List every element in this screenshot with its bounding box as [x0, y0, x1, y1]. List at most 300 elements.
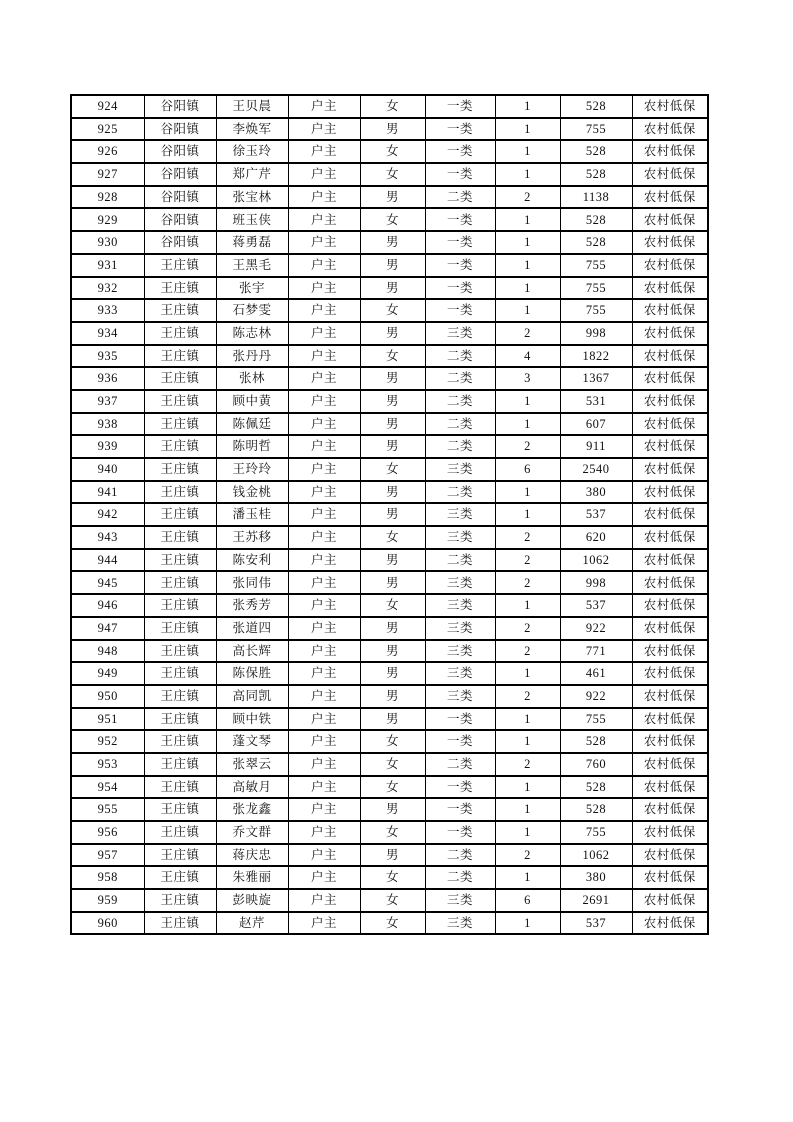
cell-gender: 男 [360, 571, 425, 594]
cell-relation: 户主 [288, 617, 360, 640]
cell-relation: 户主 [288, 571, 360, 594]
cell-amount: 380 [560, 481, 632, 504]
cell-index: 936 [71, 367, 144, 390]
cell-household-count: 2 [495, 549, 560, 572]
cell-index: 945 [71, 571, 144, 594]
cell-index: 957 [71, 844, 144, 867]
cell-benefit-type: 农村低保 [632, 526, 708, 549]
cell-benefit-type: 农村低保 [632, 662, 708, 685]
cell-relation: 户主 [288, 753, 360, 776]
cell-relation: 户主 [288, 730, 360, 753]
cell-benefit-type: 农村低保 [632, 503, 708, 526]
cell-town: 王庄镇 [144, 640, 216, 663]
cell-household-count: 2 [495, 526, 560, 549]
cell-benefit-type: 农村低保 [632, 549, 708, 572]
cell-index: 952 [71, 730, 144, 753]
cell-index: 927 [71, 163, 144, 186]
cell-category: 一类 [425, 730, 495, 753]
cell-gender: 女 [360, 821, 425, 844]
table-row [71, 481, 708, 504]
cell-amount: 755 [560, 299, 632, 322]
cell-gender: 女 [360, 594, 425, 617]
table-row [71, 708, 708, 731]
cell-gender: 男 [360, 481, 425, 504]
cell-town: 王庄镇 [144, 435, 216, 458]
cell-amount: 528 [560, 208, 632, 231]
table-row [71, 798, 708, 821]
cell-household-count: 1 [495, 798, 560, 821]
cell-gender: 男 [360, 798, 425, 821]
cell-amount: 531 [560, 390, 632, 413]
table-row [71, 866, 708, 889]
cell-gender: 女 [360, 889, 425, 912]
cell-name: 张宝林 [216, 186, 288, 209]
cell-index: 925 [71, 118, 144, 141]
cell-gender: 男 [360, 367, 425, 390]
cell-gender: 女 [360, 95, 425, 118]
cell-category: 二类 [425, 549, 495, 572]
cell-relation: 户主 [288, 231, 360, 254]
cell-household-count: 2 [495, 571, 560, 594]
cell-name: 班玉侠 [216, 208, 288, 231]
cell-name: 陈明哲 [216, 435, 288, 458]
cell-amount: 528 [560, 163, 632, 186]
cell-household-count: 2 [495, 186, 560, 209]
cell-index: 942 [71, 503, 144, 526]
cell-gender: 男 [360, 662, 425, 685]
cell-benefit-type: 农村低保 [632, 708, 708, 731]
cell-index: 931 [71, 254, 144, 277]
cell-relation: 户主 [288, 798, 360, 821]
cell-gender: 男 [360, 254, 425, 277]
cell-index: 953 [71, 753, 144, 776]
cell-amount: 755 [560, 254, 632, 277]
cell-household-count: 4 [495, 345, 560, 368]
cell-household-count: 2 [495, 685, 560, 708]
cell-town: 谷阳镇 [144, 95, 216, 118]
cell-household-count: 1 [495, 481, 560, 504]
cell-gender: 女 [360, 163, 425, 186]
cell-index: 929 [71, 208, 144, 231]
cell-name: 彭映旋 [216, 889, 288, 912]
cell-index: 939 [71, 435, 144, 458]
cell-benefit-type: 农村低保 [632, 685, 708, 708]
cell-town: 王庄镇 [144, 753, 216, 776]
cell-benefit-type: 农村低保 [632, 322, 708, 345]
table-row [71, 163, 708, 186]
cell-town: 王庄镇 [144, 798, 216, 821]
table-row [71, 662, 708, 685]
cell-relation: 户主 [288, 481, 360, 504]
cell-household-count: 6 [495, 889, 560, 912]
table-row [71, 685, 708, 708]
cell-name: 高长辉 [216, 640, 288, 663]
cell-index: 948 [71, 640, 144, 663]
cell-benefit-type: 农村低保 [632, 753, 708, 776]
cell-household-count: 2 [495, 617, 560, 640]
cell-relation: 户主 [288, 640, 360, 663]
cell-town: 谷阳镇 [144, 118, 216, 141]
cell-amount: 537 [560, 912, 632, 935]
cell-category: 一类 [425, 708, 495, 731]
cell-benefit-type: 农村低保 [632, 254, 708, 277]
cell-benefit-type: 农村低保 [632, 821, 708, 844]
cell-amount: 528 [560, 730, 632, 753]
cell-benefit-type: 农村低保 [632, 640, 708, 663]
cell-name: 钱金桃 [216, 481, 288, 504]
cell-amount: 755 [560, 277, 632, 300]
cell-index: 937 [71, 390, 144, 413]
cell-benefit-type: 农村低保 [632, 163, 708, 186]
table-row [71, 526, 708, 549]
cell-amount: 2691 [560, 889, 632, 912]
table-row [71, 821, 708, 844]
cell-amount: 1138 [560, 186, 632, 209]
cell-gender: 男 [360, 708, 425, 731]
cell-category: 一类 [425, 254, 495, 277]
cell-amount: 922 [560, 685, 632, 708]
cell-gender: 女 [360, 753, 425, 776]
table-row [71, 345, 708, 368]
cell-gender: 男 [360, 685, 425, 708]
cell-category: 一类 [425, 118, 495, 141]
cell-gender: 男 [360, 186, 425, 209]
cell-household-count: 1 [495, 208, 560, 231]
cell-name: 张同伟 [216, 571, 288, 594]
table-row [71, 594, 708, 617]
cell-gender: 男 [360, 640, 425, 663]
cell-relation: 户主 [288, 367, 360, 390]
cell-town: 王庄镇 [144, 254, 216, 277]
cell-index: 934 [71, 322, 144, 345]
cell-name: 张道四 [216, 617, 288, 640]
cell-benefit-type: 农村低保 [632, 208, 708, 231]
cell-category: 一类 [425, 163, 495, 186]
cell-category: 二类 [425, 481, 495, 504]
cell-category: 三类 [425, 685, 495, 708]
cell-town: 王庄镇 [144, 889, 216, 912]
cell-gender: 男 [360, 435, 425, 458]
cell-index: 954 [71, 776, 144, 799]
cell-household-count: 1 [495, 413, 560, 436]
cell-benefit-type: 农村低保 [632, 118, 708, 141]
cell-name: 蒋勇磊 [216, 231, 288, 254]
cell-benefit-type: 农村低保 [632, 95, 708, 118]
cell-name: 王贝晨 [216, 95, 288, 118]
cell-amount: 528 [560, 231, 632, 254]
cell-gender: 女 [360, 458, 425, 481]
cell-amount: 1822 [560, 345, 632, 368]
cell-category: 一类 [425, 140, 495, 163]
cell-name: 朱雅丽 [216, 866, 288, 889]
cell-gender: 男 [360, 322, 425, 345]
cell-amount: 922 [560, 617, 632, 640]
cell-town: 王庄镇 [144, 844, 216, 867]
cell-relation: 户主 [288, 118, 360, 141]
cell-category: 三类 [425, 526, 495, 549]
cell-household-count: 1 [495, 821, 560, 844]
cell-benefit-type: 农村低保 [632, 231, 708, 254]
cell-category: 三类 [425, 458, 495, 481]
cell-index: 960 [71, 912, 144, 935]
table-row [71, 277, 708, 300]
cell-name: 王苏移 [216, 526, 288, 549]
cell-town: 王庄镇 [144, 571, 216, 594]
cell-gender: 男 [360, 277, 425, 300]
cell-category: 二类 [425, 345, 495, 368]
cell-relation: 户主 [288, 662, 360, 685]
cell-gender: 女 [360, 140, 425, 163]
table-row [71, 118, 708, 141]
cell-town: 王庄镇 [144, 821, 216, 844]
table-row [71, 617, 708, 640]
cell-name: 郑广芹 [216, 163, 288, 186]
cell-town: 谷阳镇 [144, 163, 216, 186]
cell-town: 王庄镇 [144, 299, 216, 322]
cell-index: 944 [71, 549, 144, 572]
cell-household-count: 2 [495, 435, 560, 458]
cell-gender: 男 [360, 549, 425, 572]
cell-household-count: 1 [495, 299, 560, 322]
table-row [71, 549, 708, 572]
cell-relation: 户主 [288, 163, 360, 186]
cell-household-count: 1 [495, 231, 560, 254]
cell-relation: 户主 [288, 345, 360, 368]
cell-name: 乔文群 [216, 821, 288, 844]
table-row [71, 458, 708, 481]
cell-benefit-type: 农村低保 [632, 413, 708, 436]
cell-gender: 女 [360, 299, 425, 322]
cell-category: 一类 [425, 277, 495, 300]
cell-category: 一类 [425, 821, 495, 844]
cell-benefit-type: 农村低保 [632, 390, 708, 413]
cell-benefit-type: 农村低保 [632, 866, 708, 889]
cell-town: 谷阳镇 [144, 140, 216, 163]
cell-name: 王黑毛 [216, 254, 288, 277]
cell-relation: 户主 [288, 390, 360, 413]
cell-name: 蓬文琴 [216, 730, 288, 753]
cell-town: 王庄镇 [144, 322, 216, 345]
cell-relation: 户主 [288, 140, 360, 163]
cell-category: 三类 [425, 594, 495, 617]
cell-relation: 户主 [288, 322, 360, 345]
cell-household-count: 1 [495, 594, 560, 617]
cell-name: 高同凯 [216, 685, 288, 708]
cell-index: 932 [71, 277, 144, 300]
cell-town: 王庄镇 [144, 685, 216, 708]
cell-name: 张林 [216, 367, 288, 390]
cell-relation: 户主 [288, 708, 360, 731]
cell-town: 谷阳镇 [144, 186, 216, 209]
cell-benefit-type: 农村低保 [632, 140, 708, 163]
cell-amount: 607 [560, 413, 632, 436]
cell-index: 924 [71, 95, 144, 118]
table-row [71, 299, 708, 322]
cell-town: 王庄镇 [144, 481, 216, 504]
cell-relation: 户主 [288, 844, 360, 867]
cell-amount: 771 [560, 640, 632, 663]
table-row [71, 208, 708, 231]
cell-amount: 528 [560, 140, 632, 163]
cell-town: 王庄镇 [144, 503, 216, 526]
cell-category: 二类 [425, 866, 495, 889]
table-row [71, 231, 708, 254]
cell-category: 三类 [425, 889, 495, 912]
cell-relation: 户主 [288, 435, 360, 458]
cell-name: 徐玉玲 [216, 140, 288, 163]
cell-household-count: 1 [495, 118, 560, 141]
cell-index: 940 [71, 458, 144, 481]
cell-amount: 1062 [560, 549, 632, 572]
cell-town: 王庄镇 [144, 413, 216, 436]
cell-index: 955 [71, 798, 144, 821]
cell-index: 933 [71, 299, 144, 322]
cell-category: 二类 [425, 367, 495, 390]
cell-category: 二类 [425, 413, 495, 436]
benefit-roster-table [70, 94, 709, 935]
cell-household-count: 1 [495, 662, 560, 685]
cell-category: 一类 [425, 299, 495, 322]
cell-household-count: 1 [495, 140, 560, 163]
cell-benefit-type: 农村低保 [632, 186, 708, 209]
cell-town: 谷阳镇 [144, 208, 216, 231]
cell-household-count: 2 [495, 640, 560, 663]
cell-amount: 620 [560, 526, 632, 549]
cell-relation: 户主 [288, 594, 360, 617]
cell-relation: 户主 [288, 299, 360, 322]
table-row [71, 413, 708, 436]
cell-index: 928 [71, 186, 144, 209]
cell-benefit-type: 农村低保 [632, 912, 708, 935]
cell-amount: 998 [560, 322, 632, 345]
cell-gender: 女 [360, 866, 425, 889]
table-row [71, 776, 708, 799]
table-row [71, 503, 708, 526]
table-row [71, 254, 708, 277]
cell-index: 949 [71, 662, 144, 685]
cell-index: 956 [71, 821, 144, 844]
cell-amount: 755 [560, 708, 632, 731]
cell-name: 顾中黄 [216, 390, 288, 413]
table-row [71, 390, 708, 413]
cell-relation: 户主 [288, 549, 360, 572]
cell-name: 张宇 [216, 277, 288, 300]
cell-name: 潘玉桂 [216, 503, 288, 526]
cell-category: 二类 [425, 753, 495, 776]
cell-gender: 女 [360, 526, 425, 549]
cell-amount: 380 [560, 866, 632, 889]
cell-town: 王庄镇 [144, 367, 216, 390]
cell-benefit-type: 农村低保 [632, 367, 708, 390]
cell-gender: 男 [360, 503, 425, 526]
cell-benefit-type: 农村低保 [632, 889, 708, 912]
cell-category: 三类 [425, 640, 495, 663]
cell-household-count: 2 [495, 322, 560, 345]
cell-index: 943 [71, 526, 144, 549]
table-row [71, 912, 708, 935]
cell-category: 二类 [425, 435, 495, 458]
cell-category: 三类 [425, 617, 495, 640]
cell-index: 935 [71, 345, 144, 368]
table-row [71, 95, 708, 118]
table-row [71, 571, 708, 594]
cell-name: 蒋庆忠 [216, 844, 288, 867]
table-row [71, 322, 708, 345]
cell-name: 王玲玲 [216, 458, 288, 481]
cell-name: 陈志林 [216, 322, 288, 345]
table-row [71, 753, 708, 776]
cell-category: 一类 [425, 208, 495, 231]
cell-gender: 男 [360, 413, 425, 436]
table-row [71, 435, 708, 458]
cell-gender: 男 [360, 390, 425, 413]
cell-index: 938 [71, 413, 144, 436]
cell-household-count: 1 [495, 866, 560, 889]
cell-town: 王庄镇 [144, 866, 216, 889]
cell-town: 王庄镇 [144, 912, 216, 935]
cell-benefit-type: 农村低保 [632, 617, 708, 640]
cell-index: 926 [71, 140, 144, 163]
cell-benefit-type: 农村低保 [632, 776, 708, 799]
cell-relation: 户主 [288, 503, 360, 526]
table-row [71, 889, 708, 912]
cell-town: 王庄镇 [144, 526, 216, 549]
cell-category: 三类 [425, 503, 495, 526]
cell-name: 李焕军 [216, 118, 288, 141]
cell-category: 一类 [425, 95, 495, 118]
cell-town: 王庄镇 [144, 708, 216, 731]
cell-amount: 528 [560, 776, 632, 799]
cell-relation: 户主 [288, 413, 360, 436]
cell-name: 陈安利 [216, 549, 288, 572]
records-table-body [71, 95, 708, 934]
cell-category: 二类 [425, 186, 495, 209]
cell-index: 951 [71, 708, 144, 731]
cell-benefit-type: 农村低保 [632, 299, 708, 322]
cell-household-count: 1 [495, 776, 560, 799]
cell-amount: 1367 [560, 367, 632, 390]
cell-household-count: 1 [495, 708, 560, 731]
cell-gender: 男 [360, 118, 425, 141]
cell-relation: 户主 [288, 821, 360, 844]
cell-amount: 537 [560, 503, 632, 526]
cell-name: 张秀芳 [216, 594, 288, 617]
cell-name: 石梦雯 [216, 299, 288, 322]
cell-relation: 户主 [288, 208, 360, 231]
cell-gender: 女 [360, 776, 425, 799]
cell-category: 一类 [425, 798, 495, 821]
cell-relation: 户主 [288, 685, 360, 708]
table-row [71, 186, 708, 209]
cell-benefit-type: 农村低保 [632, 435, 708, 458]
cell-town: 王庄镇 [144, 458, 216, 481]
cell-amount: 461 [560, 662, 632, 685]
cell-name: 陈保胜 [216, 662, 288, 685]
cell-town: 王庄镇 [144, 594, 216, 617]
cell-town: 谷阳镇 [144, 231, 216, 254]
cell-category: 一类 [425, 231, 495, 254]
cell-category: 一类 [425, 776, 495, 799]
cell-benefit-type: 农村低保 [632, 277, 708, 300]
cell-name: 张龙鑫 [216, 798, 288, 821]
cell-name: 张翠云 [216, 753, 288, 776]
cell-relation: 户主 [288, 889, 360, 912]
cell-household-count: 2 [495, 844, 560, 867]
cell-town: 王庄镇 [144, 549, 216, 572]
cell-index: 930 [71, 231, 144, 254]
cell-amount: 755 [560, 118, 632, 141]
cell-name: 顾中铁 [216, 708, 288, 731]
